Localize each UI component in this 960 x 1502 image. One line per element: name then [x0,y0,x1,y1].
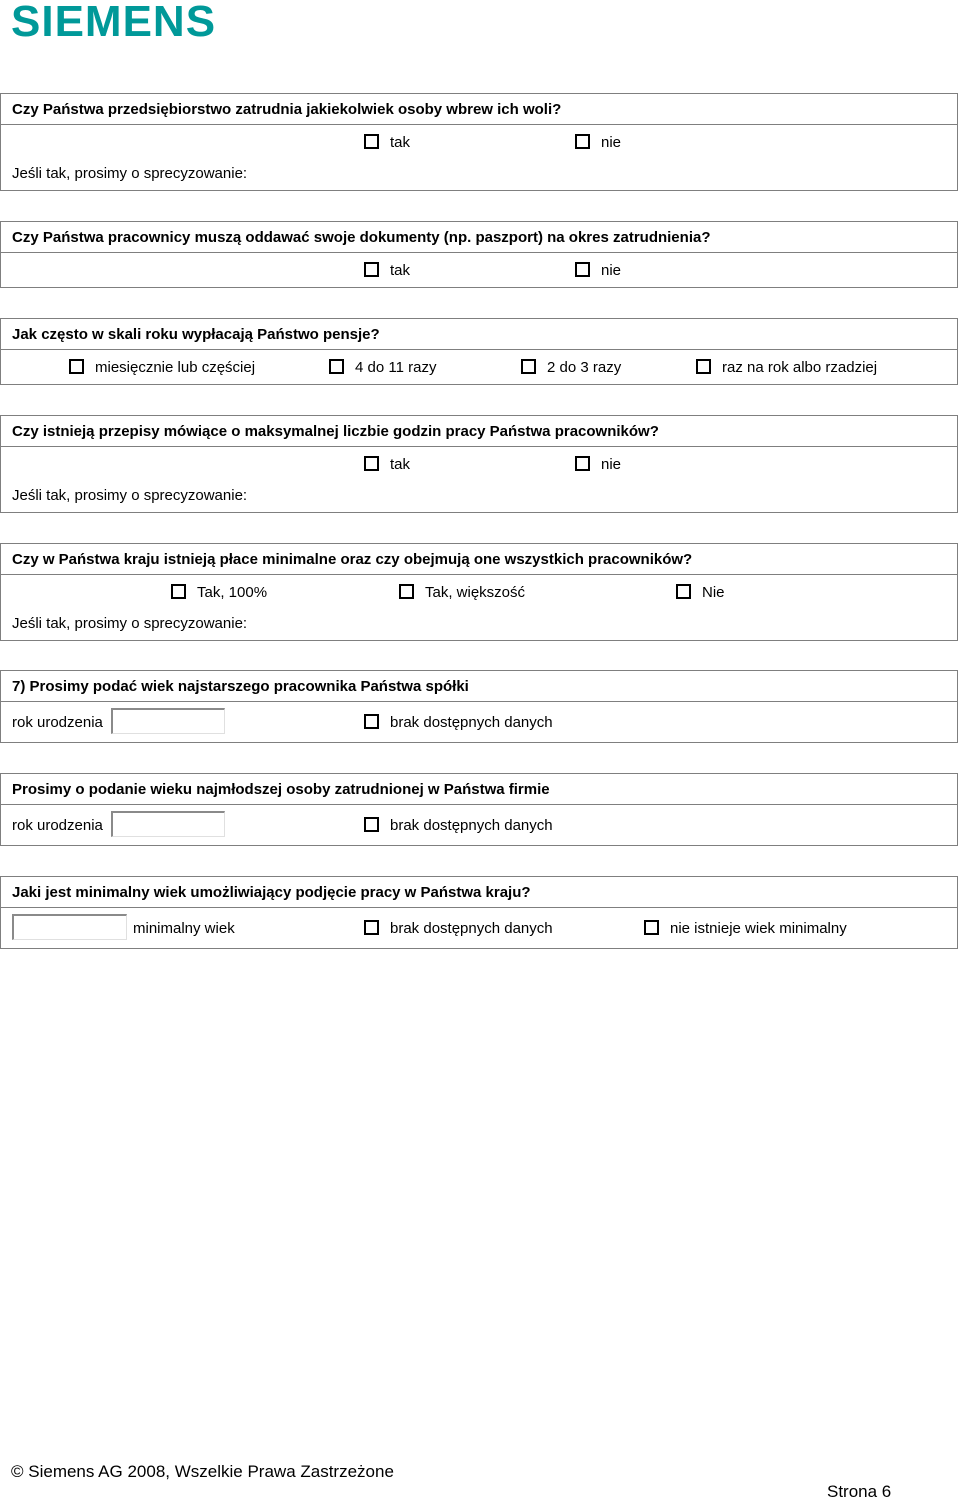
option-label-nie: nie [601,134,622,151]
checkbox-nie[interactable] [575,262,590,277]
question-row [1,94,957,125]
birth-year-input[interactable] [111,708,225,734]
option-label-2-to-3: 2 do 3 razy [547,359,622,376]
answer-row [1,805,957,845]
question-block-working-hours [0,415,958,513]
specify-row [1,480,957,512]
answer-row [1,702,957,742]
question-row [1,877,957,908]
option-label-yearly: raz na rok albo rzadziej [722,359,878,376]
specify-label: Jeśli tak, prosimy o sprecyzowanie: [12,487,248,504]
answer-row [1,908,957,948]
option-label-monthly: miesięcznie lub częściej [95,359,256,376]
birth-year-input[interactable] [111,811,225,837]
option-label-tak: tak [390,262,411,279]
minimum-age-label: minimalny wiek [133,920,235,937]
siemens-logo: SIEMENS [11,0,217,46]
question-block-minimum-age [0,876,958,949]
option-label-yes-all: Tak, 100% [197,584,268,601]
checkbox-yes-all[interactable] [171,584,186,599]
question-row [1,416,957,447]
checkbox-monthly[interactable] [69,359,84,374]
specify-label: Jeśli tak, prosimy o sprecyzowanie: [12,615,248,632]
specify-row [1,158,957,190]
checkbox-no-minimum-age[interactable] [644,920,659,935]
page-number: Strona 6 [827,1482,892,1501]
option-label-no-data: brak dostępnych danych [390,920,553,937]
question-row [1,671,957,702]
specify-row [1,608,957,640]
option-label-no: Nie [702,584,725,601]
birth-year-label: rok urodzenia [12,817,103,834]
option-label-tak: tak [390,134,411,151]
question-block-oldest-employee [0,670,958,743]
question-block-youngest-employee [0,773,958,846]
question-text: Jaki jest minimalny wiek umożliwiający podjęcie pracy w Państwa kraju? [12,884,531,901]
option-label-yes-most: Tak, większość [425,584,526,601]
checkbox-yearly[interactable] [696,359,711,374]
question-text: Jak często w skali roku wypłacają Państwo pensje? [12,326,380,343]
question-block-minimum-wage [0,543,958,641]
question-row [1,319,957,350]
question-block-documents [0,221,958,288]
checkbox-no-data[interactable] [364,714,379,729]
question-text: Prosimy o podanie wieku najmłodszej osoby zatrudnionej w Państwa firmie [12,781,550,798]
option-label-nie: nie [601,456,622,473]
birth-year-label: rok urodzenia [12,714,103,731]
answer-row [1,350,957,384]
answer-row [1,125,957,158]
question-text: 7) Prosimy podać wiek najstarszego pracownika Państwa spółki [12,678,469,695]
option-label-4-to-11: 4 do 11 razy [355,359,437,376]
minimum-age-input[interactable] [12,914,127,940]
question-row [1,774,957,805]
checkbox-no[interactable] [676,584,691,599]
option-label-tak: tak [390,456,411,473]
option-label-no-minimum-age: nie istnieje wiek minimalny [670,920,847,937]
question-block-salary-frequency [0,318,958,385]
option-label-no-data: brak dostępnych danych [390,714,553,731]
checkbox-tak[interactable] [364,134,379,149]
checkbox-4-to-11[interactable] [329,359,344,374]
specify-label: Jeśli tak, prosimy o sprecyzowanie: [12,165,248,182]
answer-row [1,447,957,480]
footer-copyright: © Siemens AG 2008, Wszelkie Prawa Zastrzeżone [11,1462,394,1481]
question-text: Czy Państwa przedsiębiorstwo zatrudnia jakiekolwiek osoby wbrew ich woli? [12,101,562,118]
checkbox-no-data[interactable] [364,817,379,832]
checkbox-tak[interactable] [364,262,379,277]
checkbox-nie[interactable] [575,134,590,149]
checkbox-2-to-3[interactable] [521,359,536,374]
option-label-no-data: brak dostępnych danych [390,817,553,834]
option-label-nie: nie [601,262,622,279]
question-text: Czy istnieją przepisy mówiące o maksymalnej liczbie godzin pracy Państwa pracowników? [12,423,659,440]
question-text: Czy w Państwa kraju istnieją płace minimalne oraz czy obejmują one wszystkich pracowników? [12,551,693,568]
checkbox-yes-most[interactable] [399,584,414,599]
checkbox-no-data[interactable] [364,920,379,935]
question-text: Czy Państwa pracownicy muszą oddawać swoje dokumenty (np. paszport) na okres zatrudnienia? [12,229,711,246]
checkbox-tak[interactable] [364,456,379,471]
question-block-forced-labor [0,93,958,191]
question-row [1,222,957,253]
question-row [1,544,957,575]
checkbox-nie[interactable] [575,456,590,471]
answer-row [1,253,957,287]
answer-row [1,575,957,608]
